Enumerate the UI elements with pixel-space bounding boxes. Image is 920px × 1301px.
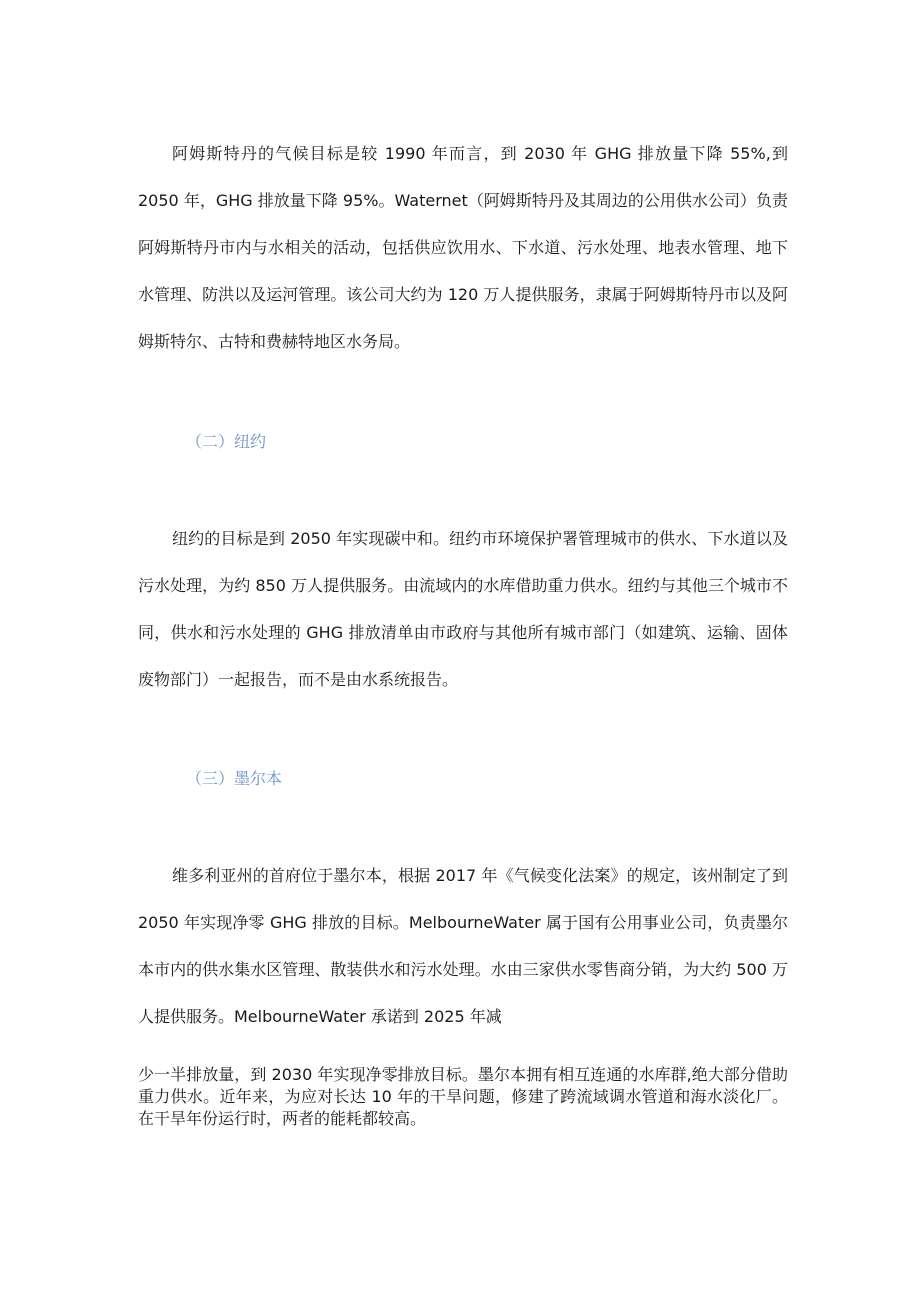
section-heading-newyork: （二）纽约	[186, 432, 267, 451]
paragraph-newyork: 纽约的目标是到 2050 年实现碳中和。纽约市环境保护署管理城市的供水、下水道以及污水处理，为约 850 万人提供服务。由流域内的水库借助重力供水。纽约与其他三个城市不同，供水和污水处理的 GHG 排放清单由市政府与其他所有城市部门（如建筑、运输、固体废物部门）一起报告，而不是由水系统报告。	[138, 529, 788, 689]
paragraph-amsterdam: 阿姆斯特丹的气候目标是较 1990 年而言，到 2030 年 GHG 排放量下降 55%,到 2050 年，GHG 排放量下降 95%。Waternet（阿姆斯特丹及其周边的公用供水公司）负责阿姆斯特丹市内与水相关的活动，包括供应饮用水、下水道、污水处理、地表水管理、地下水管理、防洪以及运河管理。该公司大约为 120 万人提供服务，隶属于阿姆斯特丹市以及阿姆斯特尔、古特和费赫特地区水务局。	[138, 144, 788, 351]
section-heading-melbourne: （三）墨尔本	[186, 769, 283, 788]
paragraph-melbourne: 维多利亚州的首府位于墨尔本，根据 2017 年《气候变化法案》的规定，该州制定了到 2050 年实现净零 GHG 排放的目标。MelbourneWater 属于国有公用事业公司，负责墨尔本市内的供水集水区管理、散装供水和污水处理。水由三家供水零售商分销，为大约 500 万人提供服务。MelbourneWater 承诺到 2025 年减	[138, 866, 788, 1026]
paragraph-melbourne-continued: 少一半排放量，到 2030 年实现净零排放目标。墨尔本拥有相互连通的水库群,绝大部分借助重力供水。近年来，为应对长达 10 年的干旱问题，修建了跨流域调水管道和海水淡化厂。在干旱年份运行时，两者的能耗都较高。	[138, 1065, 788, 1128]
